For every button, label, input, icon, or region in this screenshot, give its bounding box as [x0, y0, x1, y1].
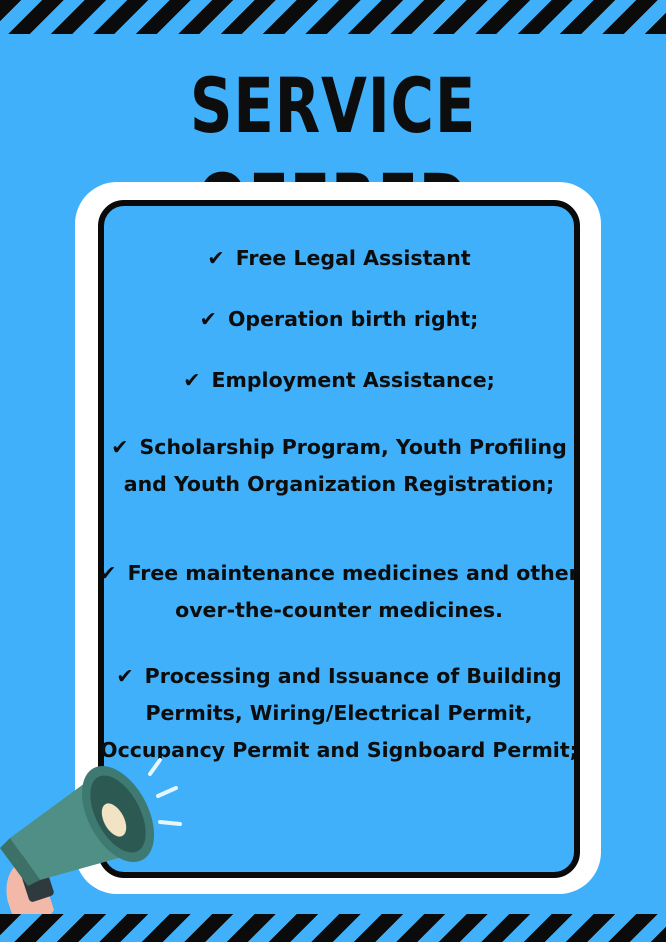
service-text: Operation birth right;: [227, 307, 479, 331]
service-item: [98, 429, 580, 503]
poster-title: SERVICE: [189, 61, 477, 150]
checkmark-icon: ✔: [199, 307, 217, 331]
top-hazard-stripe: [0, 0, 666, 34]
service-item: [98, 240, 580, 277]
service-text: Processing and Issuance of Building Permits, Wiring/Electrical Permit, Occupancy Permit and Signboard Permit;: [100, 664, 578, 762]
sound-wave-icon: [150, 760, 160, 774]
checkmark-icon: ✔: [99, 561, 117, 585]
service-text: Employment Assistance;: [211, 368, 495, 392]
checkmark-icon: ✔: [207, 246, 225, 270]
bottom-hazard-stripe: [0, 914, 666, 942]
service-text: Scholarship Program, Youth Profiling and Youth Organization Registration;: [123, 435, 567, 496]
sound-wave-icon: [158, 788, 176, 796]
checkmark-icon: ✔: [116, 664, 134, 688]
service-item: [98, 362, 580, 399]
service-item: [98, 555, 580, 629]
service-text: Free maintenance medicines and other over-the-counter medicines.: [127, 561, 579, 622]
checkmark-icon: ✔: [183, 368, 201, 392]
checkmark-icon: ✔: [111, 435, 129, 459]
service-item: [98, 301, 580, 338]
service-text: Free Legal Assistant: [235, 246, 471, 270]
sound-wave-icon: [160, 822, 180, 824]
